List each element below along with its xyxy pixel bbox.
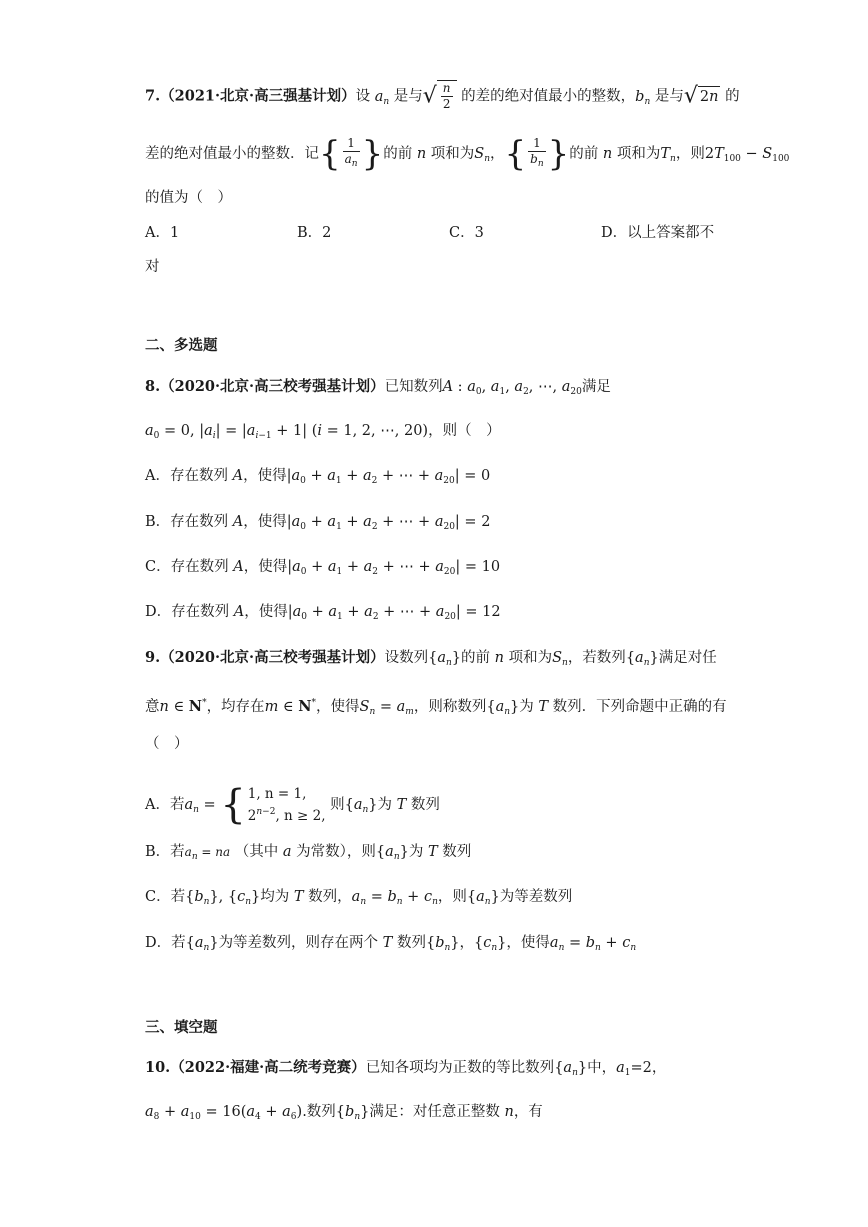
q9-text: ，若数列 bbox=[567, 650, 626, 666]
q7-text: 项和为 bbox=[616, 146, 661, 162]
q9-line2: 意n ∈ N*，均存在m ∈ N*，使得$S_n = a_m$，则称数列$\{a_n\}$为 T 数列．下列命题中正确的有 bbox=[145, 698, 727, 717]
q8-text: ，则（ ） bbox=[428, 423, 501, 439]
q8-opt-text: ，使得 bbox=[243, 559, 288, 575]
q7-text: 是与 bbox=[393, 88, 423, 105]
q10-text: 满足：对任意正整数 bbox=[369, 1104, 500, 1120]
q9-text: ，均存在 bbox=[206, 699, 265, 715]
q9-opt-text: C．若 bbox=[145, 889, 186, 905]
q9-opt-text: 数列 bbox=[410, 797, 440, 813]
q9-option-d: D．若$\{a_n\}$为等差数列，则存在两个 T 数列$\{b_n\}$，$\{c_n\}$，使得$a_n = b_n + c_n$ bbox=[145, 935, 637, 953]
q8-number: 8. bbox=[145, 378, 161, 395]
q7-number: 7. bbox=[145, 87, 161, 105]
q10-line1: 10.（2022·福建·高二统考竞赛）已知各项均为正数的等比数列$\{a_n\}$中，$a_1=2$， bbox=[145, 1059, 667, 1078]
q8-line2: $a_0 = 0$, $|a_i| = |a_{i-1} + 1|$ (i = 1, 2, ⋯, 20)，则（ ） bbox=[145, 423, 501, 441]
q9-piece: 1, n = 1, bbox=[247, 786, 307, 802]
q8-option-a: A．存在数列 A，使得$|a_0 + a_1 + a_2$ + ⋯ + $a_{20}| = 0$ bbox=[145, 468, 491, 486]
q9-opt-text: 为等差数列 bbox=[499, 889, 573, 905]
q7-text: 的 bbox=[725, 88, 740, 105]
q7-source: （2021·北京·高三强基计划） bbox=[160, 87, 356, 105]
q10-text: ， bbox=[651, 1060, 667, 1076]
q8-opt-text: D．存在数列 bbox=[145, 604, 230, 620]
q9-number: 9. bbox=[145, 649, 161, 666]
q9-text: 数列．下列命题中正确的有 bbox=[552, 699, 727, 715]
q9-text: 的前 bbox=[461, 650, 491, 666]
q8-opt-text: ，使得 bbox=[243, 514, 287, 530]
section-heading-multi: 二、多选题 bbox=[145, 337, 218, 354]
q10-text: 已知各项均为正数的等比数列 bbox=[365, 1060, 555, 1076]
q9-opt-text: 为常数），则 bbox=[296, 844, 376, 860]
q8-opt-value: 0 bbox=[481, 468, 491, 484]
q10-text: .数列 bbox=[302, 1104, 336, 1120]
q9-opt-text: 为 bbox=[408, 844, 424, 860]
q9-text: 意 bbox=[145, 699, 160, 715]
q7-text: ， bbox=[490, 146, 505, 162]
q9-opt-text: 为等差数列，则存在两个 bbox=[218, 935, 379, 951]
q7-text: 的前 bbox=[383, 146, 413, 162]
q8-opt-text: A．存在数列 bbox=[145, 468, 228, 484]
q8-opt-text: C．存在数列 bbox=[145, 559, 229, 575]
q9-piece: 2 bbox=[247, 808, 257, 824]
q9-opt-text: 均为 bbox=[260, 889, 290, 905]
q9-opt-text: A．若 bbox=[145, 797, 185, 813]
q7-line2: 差的绝对值最小的整数．记{ $\frac{1}{a_n}$ }的前 n 项和为$S_n$，{ $\frac{1}{b_n}$ }的前 n 项和为$T_n$，则$2T_{100} - S_{100}$ bbox=[145, 134, 790, 174]
q8-opt-value: 2 bbox=[481, 514, 491, 530]
q8-option-c: C．存在数列 A，使得$|a_0 + a_1 + a_2$ + ⋯ + $a_{20}| = 10$ bbox=[145, 559, 501, 577]
q10-line2: $a_8 + a_{10} = 16(a_4 + a_6)$.数列$\{b_n\}$满足：对任意正整数 n，有 bbox=[145, 1104, 543, 1122]
q8-opt-value: 12 bbox=[482, 604, 501, 620]
q7-option-d-tail: 对 bbox=[145, 259, 160, 275]
q7-text: 设 bbox=[355, 88, 371, 105]
q9-line3: （ ） bbox=[145, 736, 189, 752]
q8-option-d: D．存在数列 A，使得$|a_0 + a_1 + a_2$ + ⋯ + $a_{20}| = 12$ bbox=[145, 604, 501, 622]
q8-opt-text: B．存在数列 bbox=[145, 514, 229, 530]
section-heading-fill: 三、填空题 bbox=[145, 1019, 218, 1036]
q9-text: 项和为 bbox=[508, 650, 553, 666]
q9-opt-text: 数列， bbox=[308, 889, 352, 905]
q9-opt-text: B．若 bbox=[145, 844, 185, 860]
q8-text: 已知数列 bbox=[384, 379, 443, 395]
q7-line1: 7.（2021·北京·高三强基计划）设 $a_n$ 是与√ $\frac{n}{2}$ 的差的绝对值最小的整数，$b_n$ 是与√ 2n 的 bbox=[145, 81, 740, 111]
q9-option-c: C．若$\{b_n\}$, $\{c_n\}$均为 T 数列，$a_n = b_n + c_n$，则$\{a_n\}$为等差数列 bbox=[145, 889, 573, 907]
q8-text: 满足 bbox=[581, 379, 611, 395]
q10-source: （2022·福建·高二统考竞赛） bbox=[170, 1059, 366, 1076]
q9-text: 满足对任 bbox=[658, 650, 717, 666]
q9-opt-text: 则 bbox=[330, 797, 345, 813]
q9-text: ，则称数列 bbox=[413, 699, 487, 715]
q8-opt-text: ，使得 bbox=[243, 468, 287, 484]
q9-opt-text: 数列 bbox=[396, 935, 426, 951]
q9-opt-text: 为 bbox=[377, 797, 393, 813]
q7-text: ，则 bbox=[675, 146, 705, 162]
q7-text: 差的绝对值最小的整数．记 bbox=[145, 146, 319, 162]
q9-text: ，使得 bbox=[316, 699, 360, 715]
q9-opt-text: ， bbox=[459, 935, 475, 951]
q9-opt-text: ，则 bbox=[437, 889, 467, 905]
q8-opt-text: ，使得 bbox=[244, 604, 288, 620]
q10-number: 10. bbox=[145, 1059, 171, 1076]
q9-text: 设数列 bbox=[384, 650, 429, 666]
q7-option-b: B．2 bbox=[297, 225, 332, 241]
q7-option-d: D．以上答案都不 bbox=[601, 225, 715, 241]
q9-source: （2020·北京·高三校考强基计划） bbox=[160, 649, 385, 666]
q10-text: ，有 bbox=[513, 1104, 543, 1120]
q9-text: 为 bbox=[519, 699, 534, 715]
q7-text: 是与 bbox=[654, 88, 684, 105]
q7-text: 的前 bbox=[569, 146, 599, 162]
q9-opt-text: ，使得 bbox=[506, 935, 550, 951]
q9-line1: 9.（2020·北京·高三校考强基计划）设数列$\{a_n\}$的前 n 项和为$S_n$，若数列$\{a_n\}$满足对任 bbox=[145, 649, 717, 668]
q7-text: 的差的绝对值最小的整数， bbox=[461, 88, 636, 105]
q9-option-b: B．若$a_n$ = na （其中 a 为常数），则$\{a_n\}$为 T 数列 bbox=[145, 844, 472, 862]
q9-piece: , n ≥ 2, bbox=[275, 808, 326, 824]
q9-option-a: A．若$a_n$ = { 1, n = 1, $2^{n-2}$, n ≥ 2, 则$\{a_n\}$为 T 数列 bbox=[145, 782, 440, 828]
q7-line3: 的值为（ ） bbox=[145, 190, 232, 206]
q8-line1: 8.（2020·北京·高三校考强基计划）已知数列A : $a_0$, $a_1$, $a_2$, ⋯, $a_{20}$满足 bbox=[145, 378, 611, 397]
q10-text: 中， bbox=[587, 1060, 617, 1076]
q8-source: （2020·北京·高三校考强基计划） bbox=[160, 378, 385, 395]
q8-opt-value: 10 bbox=[481, 559, 501, 575]
q9-opt-text: D．若 bbox=[145, 935, 186, 951]
q7-text: 项和为 bbox=[430, 146, 475, 162]
q7-option-a: A．1 bbox=[145, 225, 180, 241]
q9-opt-text: （其中 bbox=[234, 844, 279, 860]
q8-option-b: B．存在数列 A，使得$|a_0 + a_1 + a_2$ + ⋯ + $a_{20}| = 2$ bbox=[145, 514, 491, 532]
q7-option-c: C．3 bbox=[449, 225, 484, 241]
q9-opt-text: 数列 bbox=[442, 844, 472, 860]
